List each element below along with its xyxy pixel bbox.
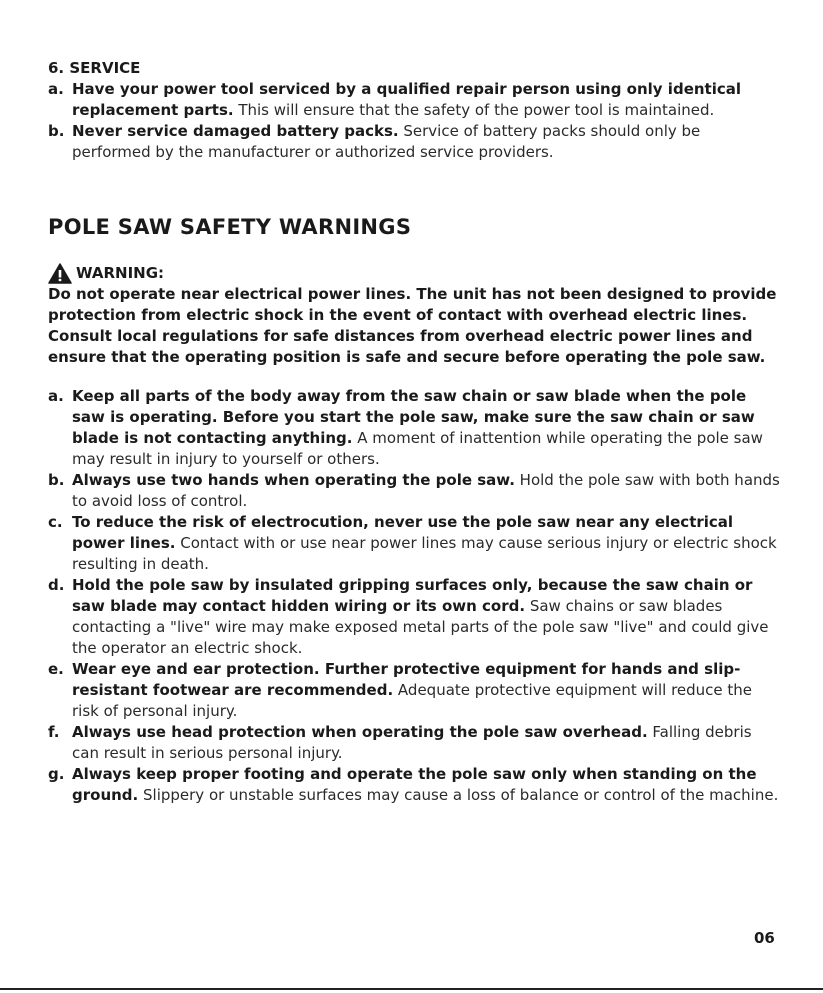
service-item-a bbox=[48, 79, 780, 121]
item-bold-text: Never service damaged battery packs. bbox=[72, 122, 399, 140]
item-marker: g. bbox=[48, 765, 65, 783]
pole-saw-item-d bbox=[48, 575, 780, 659]
page-number: 06 bbox=[754, 929, 775, 947]
service-heading: 6. SERVICE bbox=[48, 59, 141, 77]
item-marker: d. bbox=[48, 576, 65, 594]
item-normal-text: Service of battery packs should only be performed by the manufacturer or authorized service providers. bbox=[72, 122, 701, 161]
pole-saw-list bbox=[48, 386, 780, 806]
item-bold-text: Hold the pole saw by insulated gripping surfaces only, because the saw chain or saw blade may contact hidden wiring or its own cord. bbox=[72, 576, 753, 615]
pole-saw-item-a bbox=[48, 386, 780, 470]
item-marker: c. bbox=[48, 513, 63, 531]
item-marker: b. bbox=[48, 122, 65, 140]
pole-saw-item-c bbox=[48, 512, 780, 575]
item-normal-text: Hold the pole saw with both hands to avoid loss of control. bbox=[72, 471, 780, 510]
item-bold-text: Keep all parts of the body away from the saw chain or saw blade when the pole saw is operating. Before you start the pole saw, make sure the saw chain or saw blade is not contacting anything. bbox=[72, 387, 755, 447]
item-marker: b. bbox=[48, 471, 65, 489]
item-bold-text: Always use two hands when operating the pole saw. bbox=[72, 471, 515, 489]
manual-page bbox=[48, 58, 780, 806]
pole-saw-item-g bbox=[48, 764, 780, 806]
warning-triangle-icon bbox=[48, 263, 72, 284]
pole-saw-item-e bbox=[48, 659, 780, 722]
item-marker: a. bbox=[48, 80, 64, 98]
item-marker: e. bbox=[48, 660, 64, 678]
service-item-b bbox=[48, 121, 780, 163]
item-bold-text: To reduce the risk of electrocution, never use the pole saw near any electrical power lines. bbox=[72, 513, 734, 552]
item-normal-text: A moment of inattention while operating the pole saw may result in injury to yourself or others. bbox=[72, 429, 763, 468]
item-normal-text: Slippery or unstable surfaces may cause a loss of balance or control of the machine. bbox=[138, 786, 779, 804]
pole-saw-heading: POLE SAW SAFETY WARNINGS bbox=[48, 215, 412, 239]
item-bold-text: Have your power tool serviced by a qualified repair person using only identical replacement parts. bbox=[72, 80, 742, 119]
pole-saw-item-b bbox=[48, 470, 780, 512]
warning-text: Do not operate near electrical power lines. The unit has not been designed to provide protection from electric shock in the event of contact with overhead electric lines. Consult local regulations for safe distances from overhead electric power lines and ensure that the operating position is safe and secure before operating the pole saw. bbox=[48, 285, 777, 366]
item-normal-text: Saw chains or saw blades contacting a "live" wire may make exposed metal parts of the pole saw "live" and could give the operator an electric shock. bbox=[72, 597, 769, 657]
item-bold-text: Always use head protection when operating the pole saw overhead. bbox=[72, 723, 648, 741]
item-normal-text: Falling debris can result in serious personal injury. bbox=[72, 723, 752, 762]
warning-header bbox=[48, 263, 780, 284]
warning-label: WARNING: bbox=[76, 264, 165, 282]
item-normal-text: Contact with or use near power lines may cause serious injury or electric shock resulting in death. bbox=[72, 534, 777, 573]
item-normal-text: This will ensure that the safety of the power tool is maintained. bbox=[233, 101, 715, 119]
item-bold-text: Always keep proper footing and operate the pole saw only when standing on the ground. bbox=[72, 765, 757, 804]
item-normal-text: Adequate protective equipment will reduce the risk of personal injury. bbox=[72, 681, 753, 720]
item-marker: a. bbox=[48, 387, 64, 405]
item-bold-text: Wear eye and ear protection. Further protective equipment for hands and slip- resistant footwear are recommended. bbox=[72, 660, 741, 699]
pole-saw-item-f bbox=[48, 722, 780, 764]
item-marker: f. bbox=[48, 723, 60, 741]
bottom-rule bbox=[0, 988, 823, 990]
service-list bbox=[48, 79, 780, 163]
